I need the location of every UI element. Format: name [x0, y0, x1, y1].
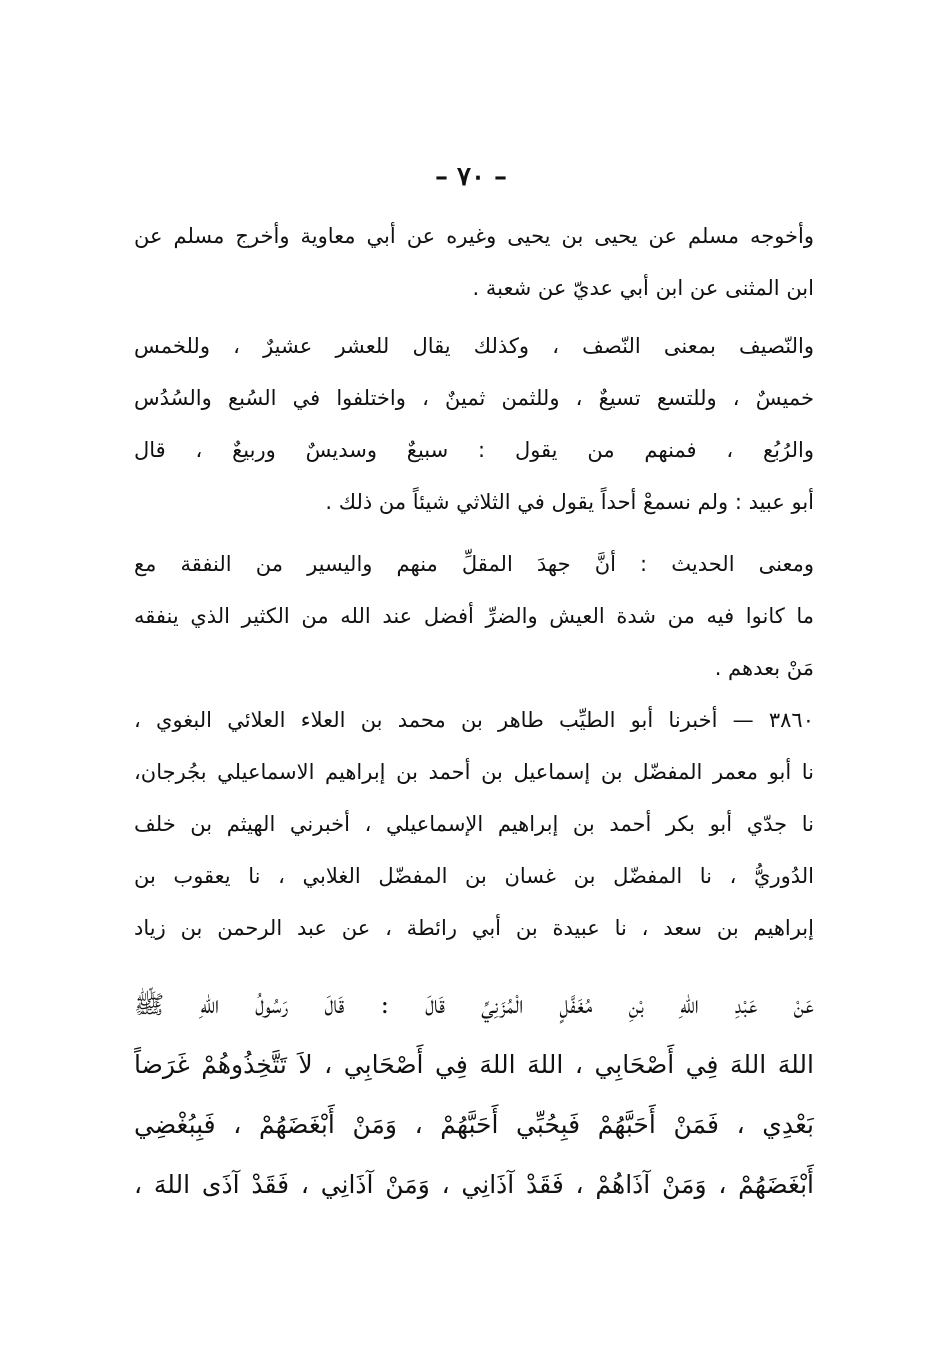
hadith-matn: [134, 975, 814, 1215]
paragraph-isnad-note: [134, 210, 814, 314]
text-line: والرُبُع ، فمنهم من يقول : سبيعٌ وسديسٌ وربيعٌ ، قال: [134, 438, 814, 462]
text-line: أبو عبيد : ولم نسمعْ أحداً يقول في الثلاثي شيئاً من ذلك .: [325, 490, 814, 514]
hadith-line: بَعْدِي ، فَمَنْ أَحَبَّهُمْ فَبِحُبِّي أَحَبَّهُمْ ، وَمَنْ أَبْغَضَهُمْ ، فَبِبُغْضِي: [134, 1110, 814, 1139]
hadith-line: عَنْ عَبْدِ اللهِ بْنِ مُغَفَّلٍ الْمُزَنِيِّ قَالَ : قَالَ رَسُولُ اللهِ ﷺ: [134, 990, 814, 1019]
text-line: الدُوريُّ ، نا المفضّل بن غسان بن المفضّل الغلابي ، نا يعقوب بن: [134, 864, 814, 888]
text-line: والنّصيف بمعنى النّصف ، وكذلك يقال للعشر عشيرٌ ، وللخمس: [134, 334, 814, 358]
paragraph-hadith-meaning: [134, 538, 814, 694]
text-line: إبراهيم بن سعد ، نا عبيدة بن أبي رائطة ، عن عبد الرحمن بن زياد: [134, 916, 814, 940]
text-line: مَنْ بعدهم .: [714, 656, 814, 680]
hadith-line: أَبْغَضَهُمْ ، وَمَنْ آذَاهُمْ ، فَقَدْ آذَانِي ، وَمَنْ آذَانِي ، فَقَدْ آذَى اللهَ ،: [134, 1170, 814, 1199]
text-line: ابن المثنى عن ابن أبي عديّ عن شعبة .: [472, 276, 814, 300]
text-line: نا أبو معمر المفضّل بن إسماعيل بن أحمد بن إبراهيم الاسماعيلي بجُرجان،: [134, 760, 814, 784]
hadith-line: اللهَ اللهَ فِي أَصْحَابِي ، اللهَ اللهَ فِي أَصْحَابِي ، لاَ تَتَّخِذُوهُمْ غَرَضاً: [134, 1050, 814, 1079]
text-line: وأخوجه مسلم عن يحيى بن يحيى وغيره عن أبي معاوية وأخرج مسلم عن: [134, 224, 814, 248]
text-line: ما كانوا فيه من شدة العيش والضرِّ أفضل عند الله من الكثير الذي ينفقه: [134, 604, 814, 628]
text-line: ومعنى الحديث : أنَّ جهدَ المقلِّ منهم واليسير من النفقة مع: [134, 552, 814, 576]
paragraph-nasif-meaning: [134, 320, 814, 528]
paragraph-isnad-3860: [134, 694, 814, 954]
text-line: خميسٌ ، وللتسع تسيعٌ ، وللثمن ثمينٌ ، واختلفوا في السُبع والسُدُس: [134, 386, 814, 410]
text-line: ٣٨٦٠ — أخبرنا أبو الطيِّب طاهر بن محمد بن العلاء العلائي البغوي ،: [134, 708, 814, 732]
text-line: نا جدّي أبو بكر أحمد بن إبراهيم الإسماعيلي ، أخبرني الهيثم بن خلف: [134, 812, 814, 836]
page-number: – ٧٠ –: [434, 162, 508, 192]
